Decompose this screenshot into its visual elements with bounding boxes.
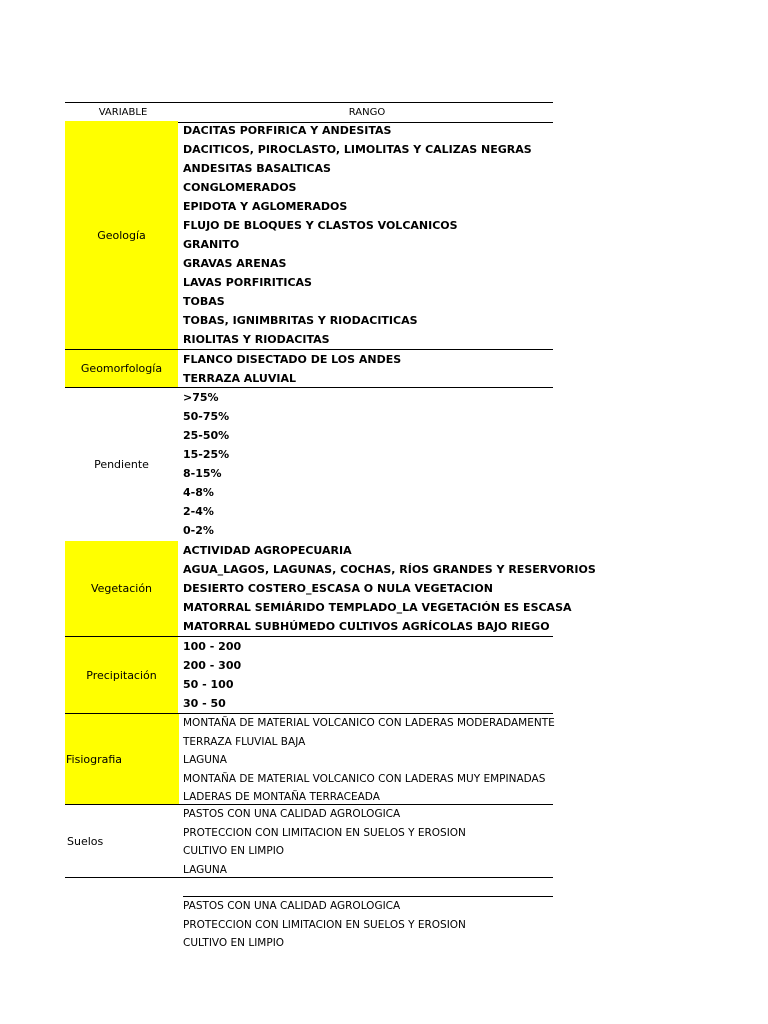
range-row: GRAVAS ARENAS [183,257,287,270]
range-row: 30 - 50 [183,697,226,710]
range-list [183,388,553,540]
range-row: 4-8% [183,486,214,499]
range-row: ACTIVIDAD AGROPECUARIA [183,544,352,557]
variable-label: Geología [65,121,178,349]
range-row: MONTAÑA DE MATERIAL VOLCANICO CON LADERAS MODERADAMENTE [183,717,555,729]
range-row: MATORRAL SUBHÚMEDO CULTIVOS AGRÍCOLAS BAJO RIEGO [183,620,550,633]
range-list [183,805,553,879]
range-row: PROTECCION CON LIMITACION EN SUELOS Y EROSION [183,826,466,839]
range-row: MONTAÑA DE MATERIAL VOLCANICO CON LADERAS MUY EMPINADAS [183,772,546,785]
range-row: MATORRAL SEMIÁRIDO TEMPLADO_LA VEGETACIÓN ES ESCASA [183,601,572,614]
range-row: ANDESITAS BASALTICAS [183,162,331,175]
variable-label: Precipitación [65,637,178,713]
group-precipitacion [65,637,553,714]
range-row: AGUA_LAGOS, LAGUNAS, COCHAS, RÍOS GRANDES Y RESERVORIOS [183,563,596,576]
range-row: 0-2% [183,524,214,537]
range-row: 50 - 100 [183,678,234,691]
range-row: EPIDOTA Y AGLOMERADOS [183,200,348,213]
range-row: TERRAZA FLUVIAL BAJA [183,735,306,748]
variable-label: Geomorfología [65,350,178,387]
variable-label: Suelos [67,834,104,848]
range-row: 25-50% [183,429,230,442]
variable-label: Fisiografia [65,714,179,804]
extra-range-list [183,896,553,953]
range-row: LADERAS DE MONTAÑA TERRACEADA [183,791,380,803]
range-row: FLANCO DISECTADO DE LOS ANDES [183,353,402,366]
range-row: 15-25% [183,448,230,461]
range-row: PROTECCION CON LIMITACION EN SUELOS Y EROSION [183,918,466,931]
range-row: DESIERTO COSTERO_ESCASA O NULA VEGETACION [183,582,493,595]
range-row: GRANITO [183,238,240,251]
range-row: RIOLITAS Y RIODACITAS [183,333,330,346]
range-row: PASTOS CON UNA CALIDAD AGROLOGICA [183,900,401,912]
range-row: TOBAS [183,295,225,308]
range-row: DACITICOS, PIROCLASTO, LIMOLITAS Y CALIZAS NEGRAS [183,143,532,156]
variable-label: Vegetación [65,541,178,636]
range-row: 200 - 300 [183,659,242,672]
variable-label: Pendiente [94,457,149,471]
range-row: LAGUNA [183,863,227,876]
range-list [183,121,553,349]
table-header [65,102,553,123]
group-pendiente [65,388,553,540]
range-row: 8-15% [183,467,222,480]
range-row: LAVAS PORFIRITICAS [183,276,312,289]
range-row: 50-75% [183,410,230,423]
group-vegetacion [65,541,596,637]
group-fisiografia [65,714,553,805]
range-list [183,541,596,636]
group-geomorfologia [65,350,553,388]
group-geologia [65,121,553,350]
range-list [183,350,553,388]
range-row: LAGUNA [183,754,227,766]
range-row: FLUJO DE BLOQUES Y CLASTOS VOLCANICOS [183,219,458,232]
range-row: CULTIVO EN LIMPIO [183,937,285,949]
range-row: >75% [183,391,219,404]
range-row: PASTOS CON UNA CALIDAD AGROLOGICA [183,808,401,820]
range-row: CONGLOMERADOS [183,181,297,194]
header-variable: VARIABLE [98,107,148,118]
header-rango: RANGO [348,107,386,118]
range-list [183,637,553,713]
range-row: 2-4% [183,505,214,518]
range-row: 100 - 200 [183,640,242,653]
range-row: TERRAZA ALUVIAL [183,372,296,385]
range-list [183,714,553,807]
range-row: DACITAS PORFIRICA Y ANDESITAS [183,124,392,137]
range-row: TOBAS, IGNIMBRITAS Y RIODACITICAS [183,314,418,327]
group-suelos [65,805,553,878]
range-row: CULTIVO EN LIMPIO [183,845,285,857]
